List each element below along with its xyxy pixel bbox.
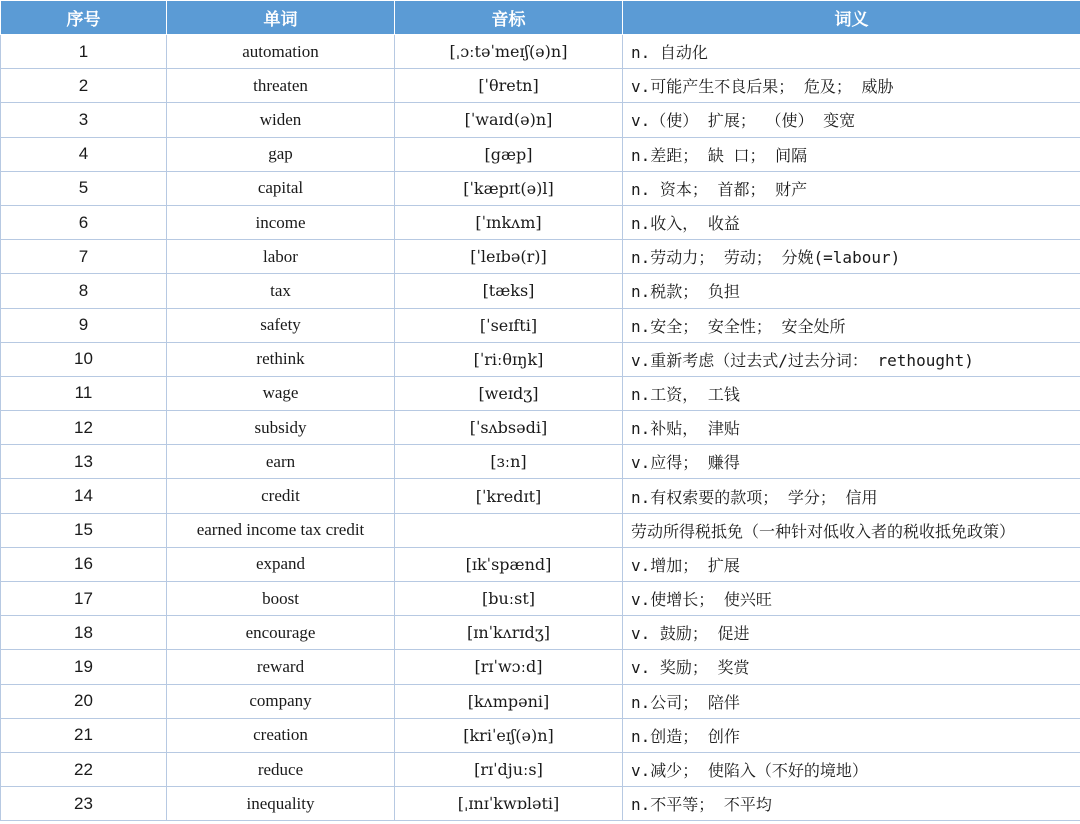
row-word: automation	[167, 35, 395, 69]
row-word: income	[167, 205, 395, 239]
row-word: safety	[167, 308, 395, 342]
table-row	[1, 205, 1080, 239]
header-number: 序号	[1, 1, 167, 35]
row-number: 7	[1, 240, 167, 274]
row-phonetic: [ɪkˈspænd]	[395, 547, 623, 581]
row-phonetic: [ˈkredɪt]	[395, 479, 623, 513]
row-phonetic: [ˈθretn]	[395, 69, 623, 103]
row-word: widen	[167, 103, 395, 137]
row-meaning: v.减少； 使陷入（不好的境地）	[623, 752, 1080, 786]
table-row	[1, 103, 1080, 137]
table-row	[1, 479, 1080, 513]
row-word: credit	[167, 479, 395, 513]
row-phonetic: [ˌɔːtəˈmeɪʃ(ə)n]	[395, 35, 623, 69]
table-row	[1, 718, 1080, 752]
row-meaning: v.（使） 扩展； （使） 变宽	[623, 103, 1080, 137]
row-meaning: v. 鼓励； 促进	[623, 616, 1080, 650]
header-word: 单词	[167, 1, 395, 35]
row-number: 16	[1, 547, 167, 581]
row-number: 8	[1, 274, 167, 308]
row-word: labor	[167, 240, 395, 274]
row-meaning: n.劳动力； 劳动； 分娩(=labour)	[623, 240, 1080, 274]
row-phonetic: [ɪnˈkʌrɪdʒ]	[395, 616, 623, 650]
row-phonetic: [tæks]	[395, 274, 623, 308]
row-phonetic: [ˈwaɪd(ə)n]	[395, 103, 623, 137]
row-number: 13	[1, 445, 167, 479]
row-phonetic: [buːst]	[395, 582, 623, 616]
table-row	[1, 342, 1080, 376]
row-word: gap	[167, 137, 395, 171]
row-word: reward	[167, 650, 395, 684]
row-word: reduce	[167, 752, 395, 786]
row-word: inequality	[167, 787, 395, 821]
row-phonetic: [rɪˈwɔːd]	[395, 650, 623, 684]
row-meaning: n.税款； 负担	[623, 274, 1080, 308]
row-phonetic	[395, 513, 623, 547]
row-phonetic: [ˈɪnkʌm]	[395, 205, 623, 239]
row-word: company	[167, 684, 395, 718]
row-meaning: v.使增长； 使兴旺	[623, 582, 1080, 616]
row-number: 5	[1, 171, 167, 205]
row-word: earned income tax credit	[167, 513, 395, 547]
header-meaning: 词义	[623, 1, 1080, 35]
table-row	[1, 650, 1080, 684]
row-meaning: v.可能产生不良后果； 危及； 威胁	[623, 69, 1080, 103]
table-row	[1, 35, 1080, 69]
row-number: 20	[1, 684, 167, 718]
row-meaning: n.工资， 工钱	[623, 376, 1080, 410]
row-word: boost	[167, 582, 395, 616]
row-meaning: 劳动所得税抵免（一种针对低收入者的税收抵免政策）	[623, 513, 1080, 547]
row-phonetic: [ɜːn]	[395, 445, 623, 479]
row-phonetic: [ˈriːθɪŋk]	[395, 342, 623, 376]
row-number: 12	[1, 411, 167, 445]
table-row	[1, 376, 1080, 410]
row-number: 19	[1, 650, 167, 684]
row-meaning: n. 自动化	[623, 35, 1080, 69]
row-phonetic: [gæp]	[395, 137, 623, 171]
row-word: capital	[167, 171, 395, 205]
row-number: 11	[1, 376, 167, 410]
row-word: threaten	[167, 69, 395, 103]
row-number: 18	[1, 616, 167, 650]
table-header	[1, 1, 1080, 35]
row-word: rethink	[167, 342, 395, 376]
table-row	[1, 787, 1080, 821]
row-meaning: v.应得； 赚得	[623, 445, 1080, 479]
row-meaning: n.公司； 陪伴	[623, 684, 1080, 718]
row-word: subsidy	[167, 411, 395, 445]
row-meaning: n.创造； 创作	[623, 718, 1080, 752]
row-meaning: n.安全； 安全性； 安全处所	[623, 308, 1080, 342]
table-row	[1, 274, 1080, 308]
row-phonetic: [ˈseɪfti]	[395, 308, 623, 342]
row-meaning: n.补贴， 津贴	[623, 411, 1080, 445]
row-word: tax	[167, 274, 395, 308]
row-meaning: v. 奖励； 奖赏	[623, 650, 1080, 684]
row-number: 21	[1, 718, 167, 752]
table-row	[1, 69, 1080, 103]
row-number: 17	[1, 582, 167, 616]
table-row	[1, 411, 1080, 445]
row-word: expand	[167, 547, 395, 581]
row-meaning: v.增加； 扩展	[623, 547, 1080, 581]
row-meaning: n.有权索要的款项； 学分； 信用	[623, 479, 1080, 513]
table-row	[1, 547, 1080, 581]
row-number: 4	[1, 137, 167, 171]
row-meaning: n. 资本； 首都； 财产	[623, 171, 1080, 205]
row-phonetic: [weɪdʒ]	[395, 376, 623, 410]
table-row	[1, 752, 1080, 786]
header-phonetic: 音标	[395, 1, 623, 35]
table-body	[1, 35, 1080, 821]
row-meaning: n.不平等； 不平均	[623, 787, 1080, 821]
row-meaning: n.收入， 收益	[623, 205, 1080, 239]
row-number: 3	[1, 103, 167, 137]
row-number: 14	[1, 479, 167, 513]
row-phonetic: [ˈleɪbə(r)]	[395, 240, 623, 274]
row-word: creation	[167, 718, 395, 752]
row-number: 22	[1, 752, 167, 786]
row-phonetic: [ˌɪnɪˈkwɒləti]	[395, 787, 623, 821]
row-phonetic: [kriˈeɪʃ(ə)n]	[395, 718, 623, 752]
row-number: 2	[1, 69, 167, 103]
row-number: 15	[1, 513, 167, 547]
row-phonetic: [kʌmpəni]	[395, 684, 623, 718]
row-phonetic: [rɪˈdjuːs]	[395, 752, 623, 786]
table-row	[1, 171, 1080, 205]
row-word: wage	[167, 376, 395, 410]
table-row	[1, 582, 1080, 616]
header-row	[1, 1, 1080, 35]
table-row	[1, 684, 1080, 718]
row-meaning: v.重新考虑（过去式/过去分词： rethought)	[623, 342, 1080, 376]
row-phonetic: [ˈkæpɪt(ə)l]	[395, 171, 623, 205]
table-row	[1, 513, 1080, 547]
table-row	[1, 616, 1080, 650]
row-phonetic: [ˈsʌbsədi]	[395, 411, 623, 445]
table-row	[1, 240, 1080, 274]
table-row	[1, 308, 1080, 342]
row-number: 6	[1, 205, 167, 239]
row-number: 23	[1, 787, 167, 821]
table-row	[1, 445, 1080, 479]
row-word: earn	[167, 445, 395, 479]
row-number: 9	[1, 308, 167, 342]
row-word: encourage	[167, 616, 395, 650]
row-meaning: n.差距； 缺 口； 间隔	[623, 137, 1080, 171]
row-number: 1	[1, 35, 167, 69]
row-number: 10	[1, 342, 167, 376]
table-row	[1, 137, 1080, 171]
